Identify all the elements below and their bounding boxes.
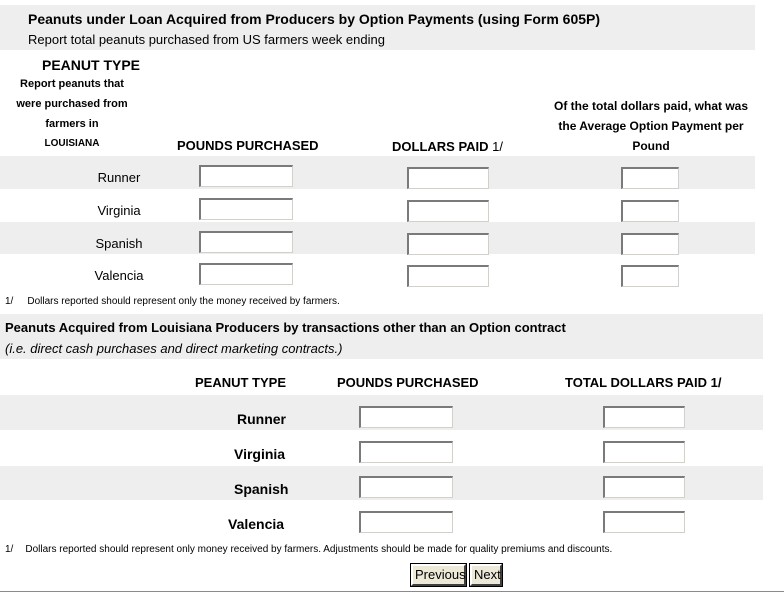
spanish-avg-payment-input[interactable] <box>621 233 679 255</box>
col-dollars-paid <box>392 139 503 154</box>
section1-title: Peanuts under Loan Acquired from Producers by Option Payments (using Form 605P) <box>28 11 601 27</box>
col-dollars-paid-label: DOLLARS PAID <box>392 139 489 154</box>
footnote-text: Dollars reported should represent only money received by farmers. Adjustments should be made for quality premiums and discounts. <box>25 544 613 555</box>
s2-runner-total-input[interactable] <box>603 406 685 428</box>
row-label-valencia: Valencia <box>94 268 144 283</box>
next-button[interactable]: Next <box>470 564 502 586</box>
peanut-type-heading: PEANUT TYPE <box>42 57 141 73</box>
s2-virginia-pounds-input[interactable] <box>359 441 453 463</box>
col-avg-payment-line-1: Of the total dollars paid, what was <box>553 99 749 113</box>
s2-row-label-spanish: Spanish <box>234 481 289 497</box>
s2-spanish-total-input[interactable] <box>603 476 685 498</box>
bottom-divider <box>0 591 784 592</box>
peanut-type-note-line-2: were purchased from <box>16 98 128 110</box>
row-label-runner: Runner <box>97 170 141 185</box>
valencia-dollars-input[interactable] <box>407 265 489 287</box>
valencia-avg-payment-input[interactable] <box>621 265 679 287</box>
section2-subtitle: (i.e. direct cash purchases and direct marketing contracts.) <box>5 341 343 356</box>
col-pounds-purchased: POUNDS PURCHASED <box>177 138 319 153</box>
footnote-text: Dollars reported should represent only the money received by farmers. <box>27 296 340 307</box>
section2-title: Peanuts Acquired from Louisiana Producers by transactions other than an Option contract <box>5 320 566 335</box>
runner-avg-payment-input[interactable] <box>621 167 679 189</box>
s2-col-total-dollars-paid: TOTAL DOLLARS PAID 1/ <box>565 375 722 390</box>
row-label-spanish: Spanish <box>95 236 143 251</box>
section1-footnote <box>5 296 340 307</box>
s2-valencia-total-input[interactable] <box>603 511 685 533</box>
section2-footnote <box>5 544 612 555</box>
footnote-mark: 1/ <box>5 544 14 555</box>
runner-dollars-input[interactable] <box>407 167 489 189</box>
s2-col-peanut-type: PEANUT TYPE <box>195 375 287 390</box>
s2-row-label-virginia: Virginia <box>234 446 286 462</box>
spanish-pounds-input[interactable] <box>199 231 293 253</box>
footnote-mark: 1/ <box>5 296 14 307</box>
virginia-dollars-input[interactable] <box>407 200 489 222</box>
section1-subtitle: Report total peanuts purchased from US farmers week ending <box>28 32 385 47</box>
s2-row-label-valencia: Valencia <box>228 516 285 532</box>
s2-virginia-total-input[interactable] <box>603 441 685 463</box>
virginia-pounds-input[interactable] <box>199 198 293 220</box>
peanut-type-note-line-3: farmers in <box>45 118 99 130</box>
s2-col-pounds-purchased: POUNDS PURCHASED <box>337 375 479 390</box>
previous-button[interactable]: Previous <box>411 564 466 586</box>
runner-pounds-input[interactable] <box>199 165 293 187</box>
valencia-pounds-input[interactable] <box>199 263 293 285</box>
peanut-type-note-line-4: LOUISIANA <box>44 138 100 149</box>
s2-runner-pounds-input[interactable] <box>359 406 453 428</box>
row-label-virginia: Virginia <box>97 203 141 218</box>
peanut-type-note-line-1: Report peanuts that <box>20 78 124 90</box>
col-avg-payment-line-2: the Average Option Payment per <box>558 119 744 133</box>
col-dollars-paid-footnote-ref: 1/ <box>492 139 504 154</box>
col-avg-payment-line-3: Pound <box>632 139 670 153</box>
s2-spanish-pounds-input[interactable] <box>359 476 453 498</box>
s2-valencia-pounds-input[interactable] <box>359 511 453 533</box>
s2-row-label-runner: Runner <box>237 411 286 427</box>
spanish-dollars-input[interactable] <box>407 233 489 255</box>
virginia-avg-payment-input[interactable] <box>621 200 679 222</box>
